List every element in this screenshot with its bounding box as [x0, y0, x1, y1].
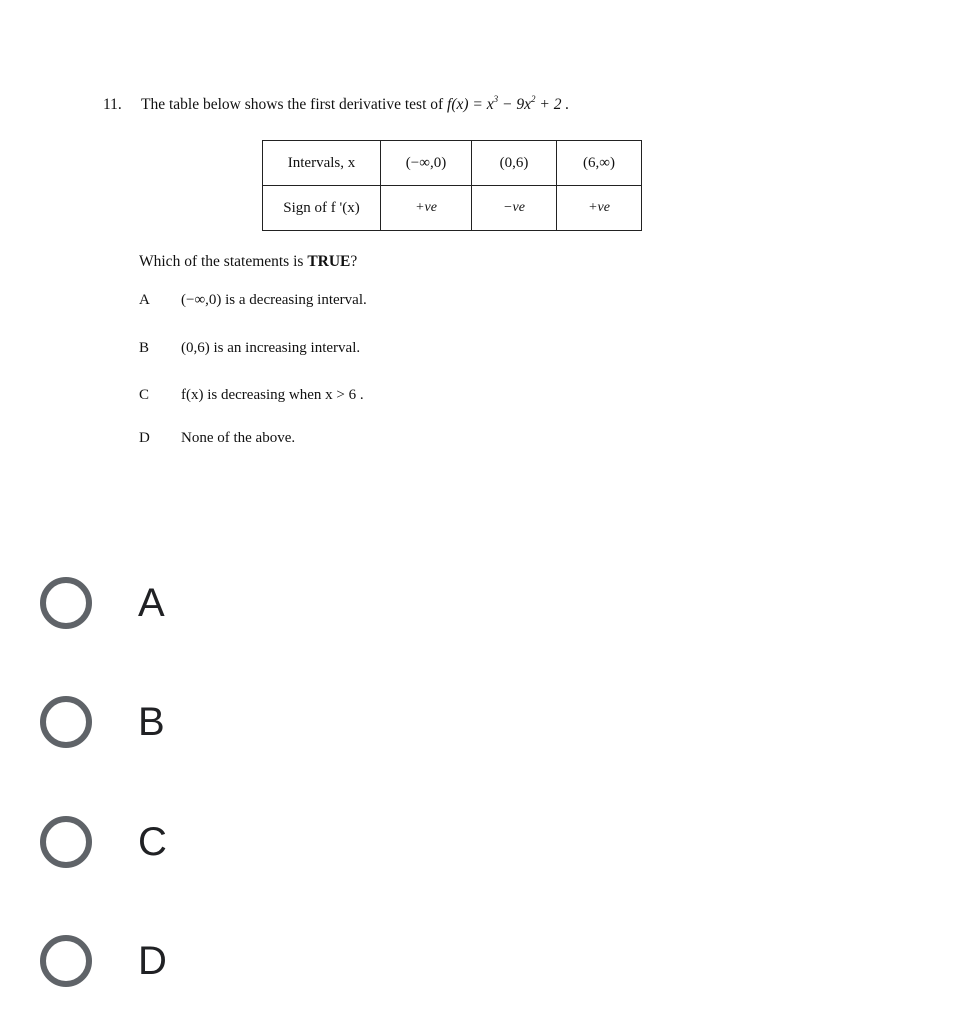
choice-d[interactable]: [40, 929, 167, 993]
derivative-table: [262, 140, 642, 231]
choice-label[interactable]: C: [138, 819, 167, 864]
table-header-row: [263, 141, 642, 186]
radio-button-icon[interactable]: [40, 935, 92, 987]
function-expression: $f(x) = x^3 - 9x^2 + 2$ .: [447, 94, 570, 113]
option-letter: A: [139, 292, 150, 308]
table-header-cell: (−∞,0): [381, 141, 472, 186]
table-header-cell: (0,6): [472, 141, 557, 186]
option-text: (−∞,0) is a decreasing interval.: [181, 292, 367, 308]
option-text: None of the above.: [181, 430, 296, 446]
option-a: [139, 292, 367, 309]
table-cell: +ve: [557, 186, 642, 231]
choice-label[interactable]: D: [138, 938, 167, 983]
choice-c[interactable]: [40, 810, 167, 874]
table-cell: +ve: [381, 186, 472, 231]
question-stem: [103, 94, 569, 114]
choice-b[interactable]: [40, 690, 165, 754]
choice-label[interactable]: B: [138, 699, 165, 744]
table-header-cell: (6,∞): [557, 141, 642, 186]
choice-a[interactable]: [40, 571, 165, 635]
question-number: 11.: [103, 96, 122, 113]
option-text: (0,6) is an increasing interval.: [181, 340, 361, 356]
table-row-label: Sign of f '(x): [263, 186, 381, 231]
table-header-cell: Intervals, x: [263, 141, 381, 186]
table-row: [263, 186, 642, 231]
option-c: [139, 387, 364, 404]
question-prompt: Which of the statements is TRUE?: [139, 253, 358, 270]
option-text: f(x) is decreasing when x > 6 .: [181, 387, 364, 403]
option-letter: C: [139, 387, 150, 403]
radio-button-icon[interactable]: [40, 816, 92, 868]
radio-button-icon[interactable]: [40, 577, 92, 629]
option-letter: B: [139, 340, 150, 356]
choice-label[interactable]: A: [138, 580, 165, 625]
radio-button-icon[interactable]: [40, 696, 92, 748]
question-text: The table below shows the first derivative test of: [141, 96, 444, 113]
table-cell: −ve: [472, 186, 557, 231]
option-letter: D: [139, 430, 150, 446]
option-b: [139, 340, 360, 357]
option-d: [139, 430, 295, 447]
